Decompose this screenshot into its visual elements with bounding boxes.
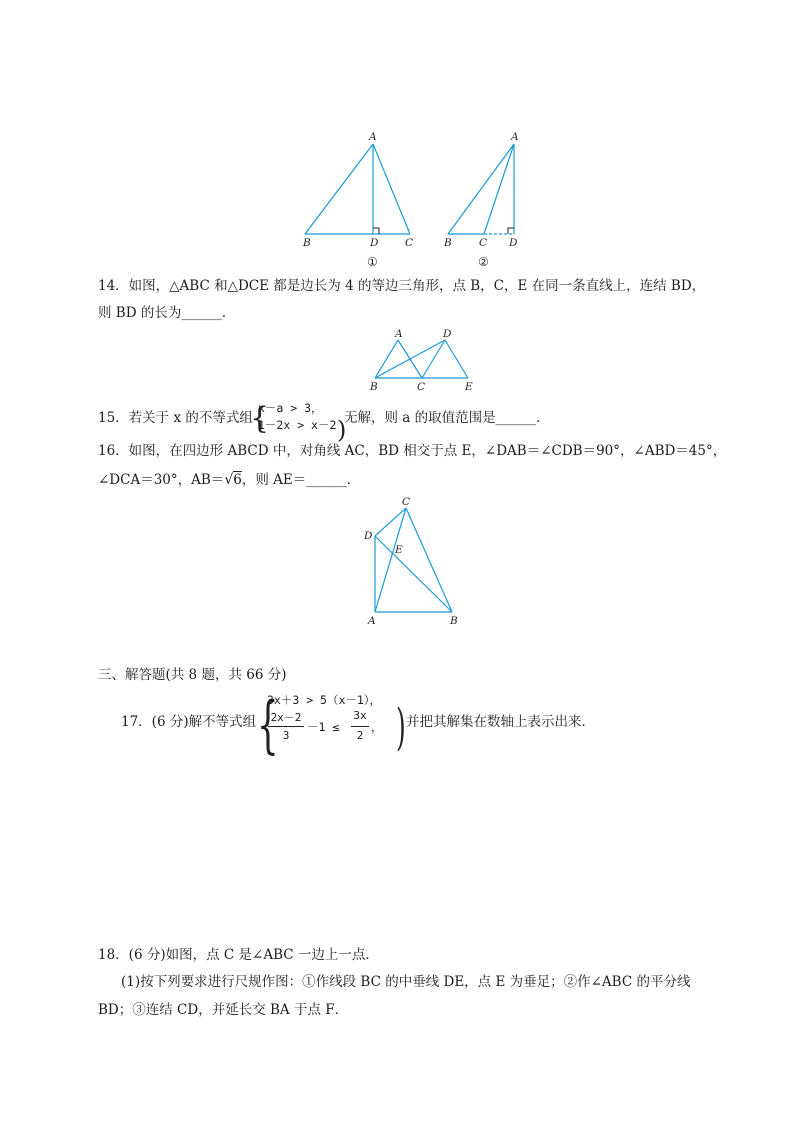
q14-label-b: B [370,381,378,393]
q17-row1: 3x＋3 > 5（x－1）， [267,693,382,707]
q17-frac2-bar [351,726,369,727]
q16-line1: 16．如图，在四边形 ABCD 中，对角线 AC，BD 相交于点 E，∠DAB＝∠CDB＝90°，∠ABD＝45°， [98,443,727,459]
q17-frac1-den: 3 [282,729,290,742]
fig1-ac [373,144,410,234]
fig2-label-c: C [479,237,488,249]
q17-frac1-bar [268,726,304,727]
q17-right-brace: ) [396,698,406,756]
figure-q14 [360,322,490,394]
q17-frac2-num: 3x [353,709,367,722]
q16-label-e: E [395,544,403,556]
fig1-caption: ① [367,255,378,269]
fig1-ab [305,144,373,234]
q16-label-c: C [402,496,411,508]
q15-row2: 1－2x > x－2 [258,418,337,432]
q16-label-b: B [450,615,458,627]
q15-suffix: 无解，则 a 的取值范围是______． [344,410,550,426]
q17-prefix: 17．(6 分)解不等式组 [121,714,257,730]
q14-line1: 14．如图，△ABC 和△DCE 都是边长为 4 的等边三角形，点 B，C，E 在同一条直线上，连结 BD， [98,278,706,294]
q18-line2: (1)按下列要求进行尺规作图：①作线段 BC 的中垂线 DE，点 E 为垂足；②作∠ABC 的平分线 [121,974,691,990]
fig2-ac [484,144,514,234]
q17-suffix: 并把其解集在数轴上表示出来． [406,714,595,730]
q14-label-c: C [417,381,426,393]
section-3-heading: 三、解答题(共 8 题，共 66 分) [98,667,287,683]
fig1-label-c: C [405,237,414,249]
q17-frac1-num: 2x－2 [270,711,302,724]
q17-mid: －1 ≤ [307,720,340,734]
fig2-ab [448,144,514,234]
fig2-label-a: A [511,131,519,143]
q15-prefix: 15．若关于 x 的不等式组 [98,410,253,426]
q16-label-a: A [368,615,376,627]
q16-label-d: D [364,530,373,542]
q18-line3: BD；③连结 CD，并延长交 BA 于点 F． [98,1002,349,1018]
fig2-label-b: B [444,237,452,249]
q16-line2 [98,470,360,490]
q15-right-brace: ) [337,416,347,444]
fig2-caption: ② [478,255,489,269]
q14-label-d: D [443,328,452,340]
q16-sqrt: √6 [224,472,242,488]
q14-label-e: E [465,381,473,393]
q14-label-a: A [395,328,403,340]
fig1-right-angle [373,228,379,234]
q14-line2: 则 BD 的长为______． [98,305,236,321]
fig1-label-a: A [369,131,377,143]
figure-q16 [358,494,468,629]
fig2-right-angle [508,228,514,234]
q18-line1: 18．(6 分)如图，点 C 是∠ABC 一边上一点． [98,947,379,963]
fig1-label-d: D [370,237,379,249]
fig2-label-d: D [509,237,518,249]
q16-line2-b: ，则 AE＝______． [241,472,361,488]
q15-row1: x－a > 3， [258,401,323,415]
q15-left-brace: { [250,401,270,436]
figure-triangles-1-2 [290,128,540,270]
q17-frac2-den: 2 [356,729,364,742]
q16-line2-a: ∠DCA＝30°，AB＝ [98,472,225,488]
q17-left-brace: { [257,688,279,761]
q17-row2-end: ， [371,720,383,734]
fig1-label-b: B [303,237,311,249]
